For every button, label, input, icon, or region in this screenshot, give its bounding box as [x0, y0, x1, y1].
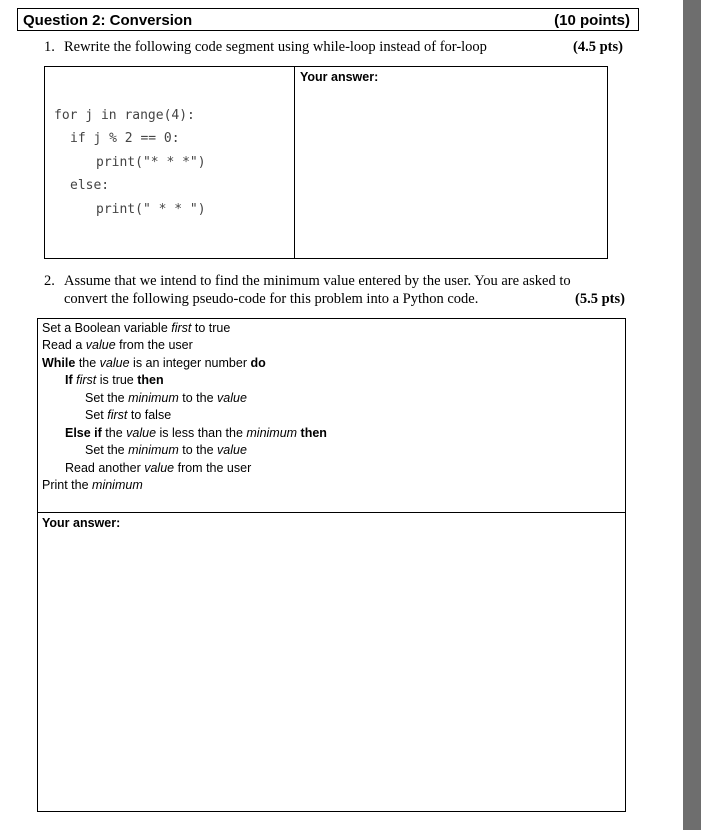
q2-answer-box[interactable]	[37, 512, 626, 812]
pseudo-line: Read another value from the user	[65, 461, 252, 475]
question-header	[17, 8, 639, 31]
pseudo-code-box	[37, 318, 626, 513]
q1-number: 1.	[44, 39, 55, 55]
code-line: print(" * * ")	[96, 202, 206, 217]
q1-table	[44, 66, 608, 259]
pseudo-line: Set first to false	[85, 408, 172, 422]
pseudo-line: Read a value from the user	[42, 338, 193, 352]
code-line: print("* * *")	[96, 155, 206, 170]
pseudo-line: If first is true then	[65, 373, 164, 387]
q1-points: (4.5 pts)	[573, 39, 623, 55]
pseudo-line: Set the minimum to the value	[85, 443, 247, 457]
q2-text-line1: Assume that we intend to find the minimum value entered by the user. You are asked to	[64, 273, 571, 289]
scrollbar[interactable]	[683, 0, 701, 830]
code-line: if j % 2 == 0:	[70, 131, 180, 146]
question-points: (10 points)	[554, 12, 630, 29]
pseudo-line: While the value is an integer number do	[42, 356, 266, 370]
pseudo-line: Set the minimum to the value	[85, 391, 247, 405]
q2-number: 2.	[44, 273, 55, 289]
q1-divider	[294, 67, 295, 258]
q1-answer-label: Your answer:	[300, 70, 379, 84]
q2-answer-label: Your answer:	[42, 516, 121, 530]
q2-text-line2: convert the following pseudo-code for this problem into a Python code.	[64, 291, 479, 307]
pseudo-line: Set a Boolean variable first to true	[42, 321, 231, 335]
pseudo-line: Print the minimum	[42, 478, 143, 492]
q1-text: Rewrite the following code segment using while-loop instead of for-loop	[64, 39, 487, 55]
code-line: for j in range(4):	[54, 108, 195, 123]
code-line: else:	[70, 178, 110, 193]
question-title: Question 2: Conversion	[23, 12, 193, 29]
pseudo-line: Else if the value is less than the minimum then	[65, 426, 327, 440]
q2-points: (5.5 pts)	[575, 291, 625, 307]
